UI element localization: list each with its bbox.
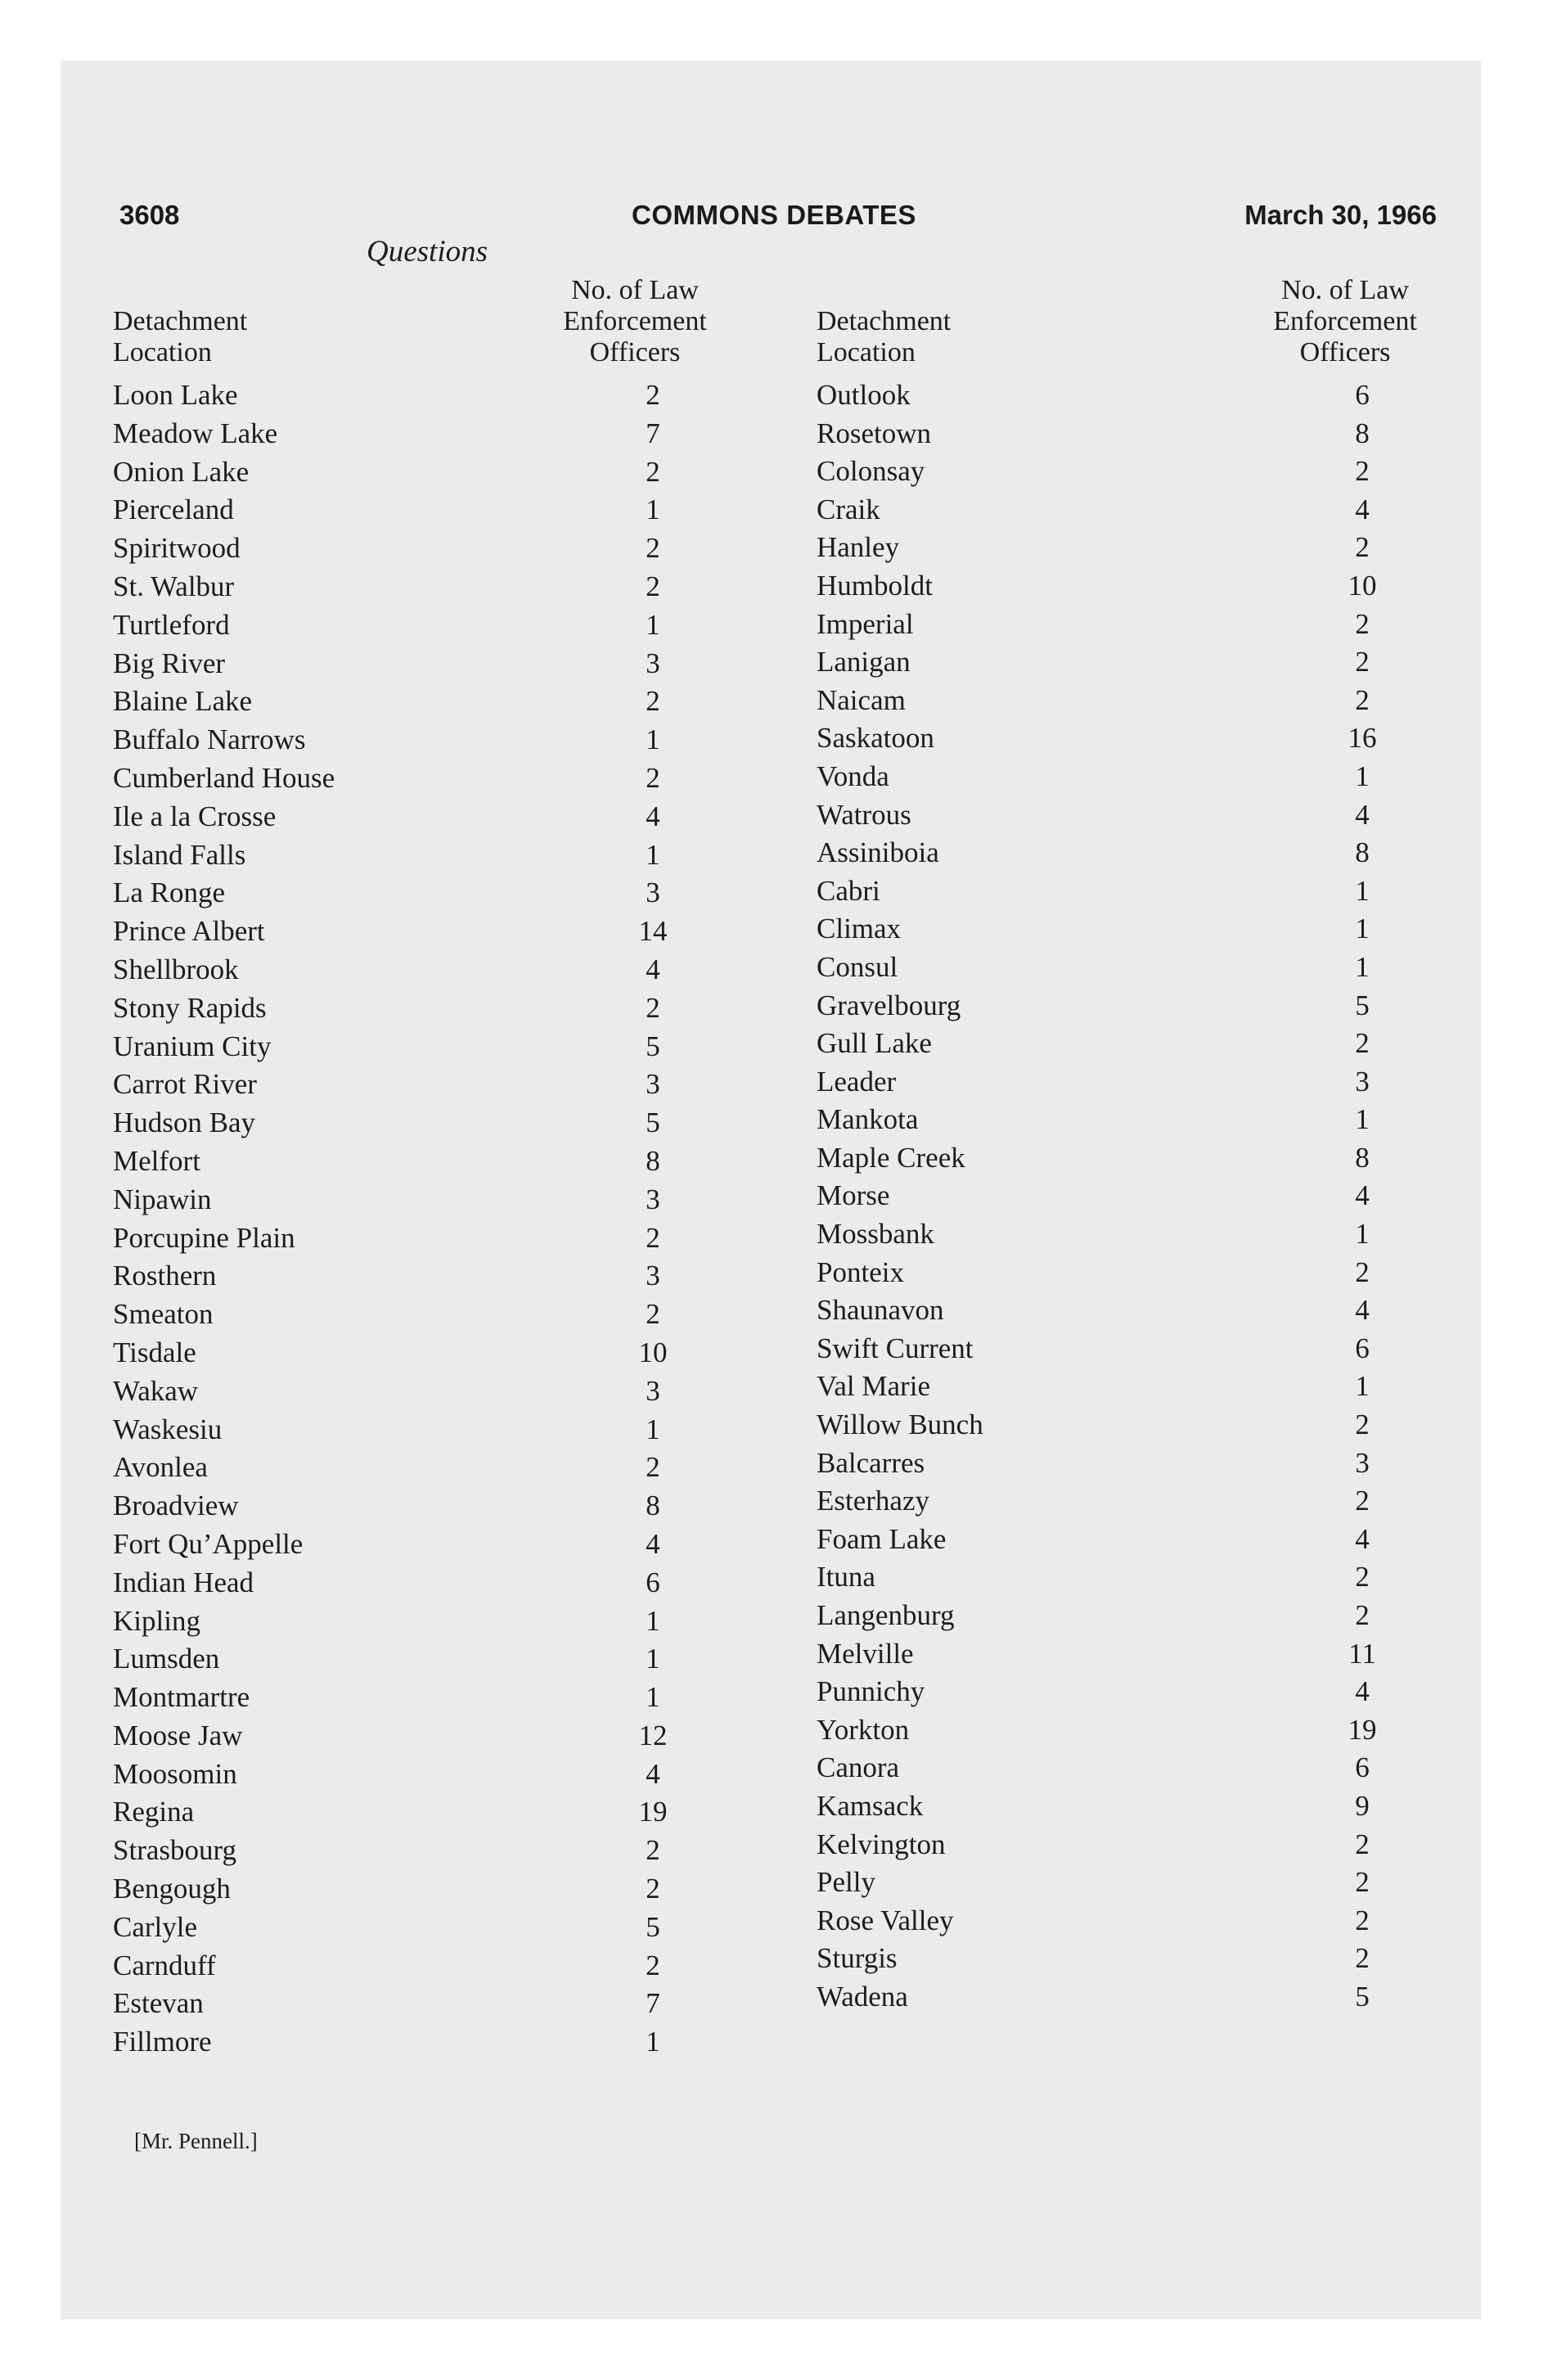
detachment-location: Ituna	[817, 1561, 875, 1593]
table-row	[113, 1640, 735, 1679]
table-row	[817, 872, 1443, 911]
table-row	[113, 1870, 735, 1909]
detachment-location: Sturgis	[817, 1942, 898, 1975]
table-row	[113, 1793, 735, 1832]
officer-count: 8	[1355, 417, 1370, 449]
detachment-location: Waskesiu	[113, 1413, 223, 1445]
table-row	[817, 719, 1443, 758]
detachment-location: Hanley	[817, 531, 900, 564]
officer-count: 7	[646, 417, 660, 449]
table-row	[113, 1257, 735, 1296]
page-number: 3608	[119, 200, 180, 230]
detachment-location: Carnduff	[113, 1949, 216, 1981]
officer-count: 3	[1355, 1065, 1370, 1098]
officer-count: 3	[646, 1260, 660, 1292]
table-row	[817, 415, 1443, 453]
officer-count: 1	[646, 1413, 660, 1445]
officer-count: 4	[1355, 1675, 1370, 1708]
officer-count: 1	[1355, 950, 1370, 983]
table-row	[817, 1482, 1443, 1521]
officer-count: 2	[1355, 1027, 1370, 1060]
header-location: Detachment Location	[113, 306, 248, 367]
detachment-location: Morse	[817, 1179, 890, 1212]
officer-count: 2	[646, 1873, 660, 1905]
detachment-location: Indian Head	[113, 1566, 254, 1598]
detachment-location: Cabri	[817, 874, 880, 907]
detachment-location: Ponteix	[817, 1255, 904, 1288]
detachment-location: Porcupine Plain	[113, 1221, 295, 1254]
detachment-location: Turtleford	[113, 608, 230, 641]
table-row	[113, 645, 735, 683]
officer-count: 7	[646, 1987, 660, 2020]
detachment-location: Spiritwood	[113, 532, 241, 565]
detachment-location: Mossbank	[817, 1218, 934, 1251]
table-row	[817, 949, 1443, 987]
table-body	[113, 376, 735, 2062]
table-row	[113, 683, 735, 721]
officer-count: 2	[646, 1298, 660, 1331]
detachment-location: Regina	[113, 1796, 195, 1828]
table-row	[113, 1487, 735, 1526]
officer-count: 3	[646, 1183, 660, 1215]
detachment-location: Gull Lake	[817, 1027, 932, 1060]
officer-count: 4	[1355, 1294, 1370, 1327]
detachment-location: Blaine Lake	[113, 685, 253, 718]
officer-count: 8	[1355, 836, 1370, 869]
detachment-location: Mankota	[817, 1103, 919, 1136]
table-row	[113, 874, 735, 913]
table-row	[113, 1717, 735, 1756]
table-row	[113, 1143, 735, 1181]
detachment-location: Estevan	[113, 1987, 204, 2020]
detachment-location: Big River	[113, 647, 226, 679]
table-row	[113, 1679, 735, 1717]
table-row	[113, 606, 735, 645]
table-row	[113, 1334, 735, 1373]
officer-count: 8	[646, 1144, 660, 1177]
officer-count: 6	[1355, 1332, 1370, 1364]
table-row	[817, 1291, 1443, 1330]
detachment-location: Rose Valley	[817, 1904, 954, 1936]
table-row	[817, 1826, 1443, 1864]
officer-count: 4	[1355, 1522, 1370, 1555]
detachment-location: Meadow Lake	[113, 417, 278, 449]
detachment-location: Val Marie	[817, 1370, 930, 1403]
officer-count: 1	[646, 838, 660, 871]
detachment-location: Yorkton	[817, 1713, 910, 1746]
officer-count: 2	[646, 455, 660, 488]
officer-count: 2	[1355, 683, 1370, 716]
officer-count: 1	[646, 2026, 660, 2058]
table-row	[817, 1330, 1443, 1368]
detachment-location: Lumsden	[113, 1643, 220, 1675]
officer-count: 3	[1355, 1446, 1370, 1479]
detachment-location: Naicam	[817, 683, 906, 716]
table-row	[817, 1025, 1443, 1063]
detachment-location: Strasbourg	[113, 1834, 237, 1867]
officer-count: 2	[1355, 1599, 1370, 1631]
detachment-location: Hudson Bay	[113, 1107, 256, 1139]
officer-count: 4	[646, 1527, 660, 1560]
header-officers: No. of Law Enforcement Officers	[1273, 275, 1417, 367]
table-row	[113, 798, 735, 836]
officer-count: 2	[1355, 1409, 1370, 1441]
detachment-location: Onion Lake	[113, 455, 250, 488]
table-row	[817, 987, 1443, 1025]
officer-count: 19	[1348, 1713, 1377, 1746]
table-row	[113, 1985, 735, 2023]
table-right	[817, 273, 1443, 2017]
table-row	[113, 1564, 735, 1602]
table-row	[113, 1219, 735, 1258]
table-row	[817, 1597, 1443, 1635]
table-row	[113, 2023, 735, 2062]
table-row	[113, 760, 735, 798]
officer-count: 2	[646, 570, 660, 602]
officer-count: 2	[1355, 607, 1370, 640]
detachment-location: Willow Bunch	[817, 1409, 983, 1441]
table-row	[113, 1373, 735, 1411]
table-row	[817, 1787, 1443, 1826]
table-row	[817, 1940, 1443, 1978]
officer-count: 1	[646, 1604, 660, 1637]
detachment-location: Maple Creek	[817, 1141, 965, 1174]
table-row	[113, 491, 735, 530]
detachment-location: Gravelbourg	[817, 989, 961, 1021]
officer-count: 2	[646, 991, 660, 1024]
table-row	[817, 376, 1443, 415]
detachment-location: Cumberland House	[113, 761, 335, 794]
officer-count: 3	[646, 877, 660, 909]
officer-count: 1	[1355, 1218, 1370, 1251]
table-row	[113, 989, 735, 1028]
detachment-location: Colonsay	[817, 455, 925, 488]
officer-count: 10	[638, 1336, 668, 1368]
detachment-location: Stony Rapids	[113, 991, 267, 1024]
officer-count: 4	[1355, 798, 1370, 831]
detachment-location: Broadview	[113, 1490, 239, 1522]
detachment-location: Climax	[817, 913, 902, 945]
officer-count: 2	[1355, 455, 1370, 488]
detachment-location: Shaunavon	[817, 1294, 944, 1327]
table-row	[113, 1296, 735, 1334]
officer-count: 4	[1355, 1179, 1370, 1212]
officer-count: 2	[1355, 531, 1370, 564]
detachment-location: Langenburg	[817, 1599, 955, 1631]
detachment-location: Fort Qu’Appelle	[113, 1527, 304, 1560]
detachment-location: Nipawin	[113, 1183, 212, 1215]
officer-count: 4	[1355, 493, 1370, 525]
detachment-location: Rosetown	[817, 417, 931, 449]
detachment-location: Fillmore	[113, 2026, 212, 2058]
detachment-location: Craik	[817, 493, 880, 525]
officer-count: 2	[1355, 1561, 1370, 1593]
detachment-location: Wadena	[817, 1980, 908, 2013]
table-left	[113, 273, 735, 2062]
detachment-location: Pelly	[817, 1866, 875, 1899]
table-row	[817, 1864, 1443, 1902]
table-row	[113, 913, 735, 951]
page-header	[0, 200, 1548, 236]
table-row	[817, 1558, 1443, 1597]
table-row	[817, 910, 1443, 949]
table-row	[817, 1673, 1443, 1711]
officer-count: 2	[646, 1221, 660, 1254]
detachment-location: Carrot River	[113, 1068, 257, 1101]
officer-count: 5	[646, 1910, 660, 1943]
table-row	[817, 682, 1443, 720]
table-header	[817, 273, 1443, 376]
officer-count: 8	[1355, 1141, 1370, 1174]
detachment-location: Balcarres	[817, 1446, 925, 1479]
officer-count: 1	[1355, 874, 1370, 907]
officer-count: 6	[1355, 1751, 1370, 1784]
table-row	[817, 1406, 1443, 1445]
detachment-location: Melville	[817, 1637, 914, 1670]
table-row	[817, 834, 1443, 872]
detachment-location: Shellbrook	[113, 953, 239, 985]
officer-count: 4	[646, 953, 660, 985]
header-location: Detachment Location	[817, 306, 952, 367]
table-row	[817, 1254, 1443, 1292]
officer-count: 2	[646, 685, 660, 718]
detachment-location: Kelvington	[817, 1828, 946, 1860]
table-row	[113, 1449, 735, 1487]
detachment-location: Island Falls	[113, 838, 246, 871]
officer-count: 5	[646, 1030, 660, 1062]
officer-count: 1	[646, 494, 660, 526]
table-row	[817, 1978, 1443, 2017]
detachment-location: Ile a la Crosse	[113, 800, 277, 832]
officer-count: 12	[638, 1719, 668, 1751]
detachment-location: Pierceland	[113, 494, 234, 526]
table-row	[817, 1711, 1443, 1750]
table-row	[817, 1139, 1443, 1178]
table-row	[817, 1101, 1443, 1139]
table-row	[113, 1411, 735, 1449]
table-row	[113, 1066, 735, 1104]
officer-count: 11	[1348, 1637, 1376, 1670]
detachment-location: Punnichy	[817, 1675, 925, 1708]
table-row	[113, 836, 735, 875]
detachment-location: Consul	[817, 950, 898, 983]
officer-count: 1	[1355, 1370, 1370, 1403]
table-row	[817, 796, 1443, 835]
table-row	[817, 1749, 1443, 1787]
table-row	[817, 567, 1443, 606]
table-row	[817, 1445, 1443, 1483]
detachment-location: Uranium City	[113, 1030, 272, 1062]
table-row	[817, 1063, 1443, 1102]
detachment-location: Montmartre	[113, 1681, 250, 1714]
table-row	[817, 529, 1443, 567]
officer-count: 4	[646, 800, 660, 832]
detachment-location: Carlyle	[113, 1910, 198, 1943]
detachment-location: Swift Current	[817, 1332, 974, 1364]
detachment-location: Kipling	[113, 1604, 200, 1637]
officer-count: 1	[646, 608, 660, 641]
detachment-location: Assiniboia	[817, 836, 939, 869]
table-row	[817, 1215, 1443, 1254]
officer-count: 9	[1355, 1789, 1370, 1822]
officer-count: 1	[646, 1643, 660, 1675]
officer-count: 6	[646, 1566, 660, 1598]
detachment-location: Kamsack	[817, 1789, 924, 1822]
table-row	[113, 568, 735, 606]
officer-count: 1	[1355, 760, 1370, 792]
table-row	[113, 1947, 735, 1986]
speaker-footer: [Mr. Pennell.]	[134, 2129, 258, 2153]
officer-count: 1	[1355, 1103, 1370, 1136]
detachment-location: La Ronge	[113, 877, 226, 909]
table-row	[113, 530, 735, 568]
officer-count: 4	[646, 1757, 660, 1790]
table-row	[817, 606, 1443, 644]
officer-count: 2	[646, 1834, 660, 1867]
officer-count: 2	[646, 761, 660, 794]
table-row	[817, 1635, 1443, 1674]
table-row	[113, 415, 735, 453]
officer-count: 2	[1355, 1485, 1370, 1517]
table-row	[817, 643, 1443, 682]
officer-count: 2	[1355, 1828, 1370, 1860]
table-row	[113, 1832, 735, 1870]
officer-count: 1	[646, 1681, 660, 1714]
officer-count: 6	[1355, 379, 1370, 411]
officer-count: 8	[646, 1490, 660, 1522]
officer-count: 2	[1355, 1904, 1370, 1936]
detachment-location: Buffalo Narrows	[113, 723, 306, 756]
detachment-location: Prince Albert	[113, 915, 265, 948]
officer-count: 2	[646, 532, 660, 565]
table-row	[113, 1602, 735, 1641]
header-officers: No. of Law Enforcement Officers	[563, 275, 707, 367]
table-row	[113, 721, 735, 760]
officer-count: 2	[646, 1451, 660, 1484]
officer-count: 2	[646, 1949, 660, 1981]
detachment-location: Saskatoon	[817, 722, 934, 755]
table-row	[817, 1177, 1443, 1215]
officer-count: 2	[1355, 1255, 1370, 1288]
detachment-location: Moose Jaw	[113, 1719, 243, 1751]
table-row	[817, 491, 1443, 530]
detachment-location: Loon Lake	[113, 379, 238, 411]
table-header	[113, 273, 735, 376]
table-row	[817, 1902, 1443, 1941]
detachment-location: Foam Lake	[817, 1522, 947, 1555]
table-row	[113, 951, 735, 989]
table-row	[113, 1909, 735, 1947]
detachment-location: St. Walbur	[113, 570, 235, 602]
table-row	[113, 453, 735, 492]
section-label: Questions	[367, 235, 488, 268]
table-row	[113, 1104, 735, 1143]
table-row	[113, 1756, 735, 1794]
detachment-location: Melfort	[113, 1144, 200, 1177]
officer-count: 2	[1355, 1866, 1370, 1899]
officer-count: 5	[1355, 989, 1370, 1021]
detachment-location: Canora	[817, 1751, 900, 1784]
detachment-location: Avonlea	[113, 1451, 208, 1484]
table-row	[113, 376, 735, 415]
detachment-location: Outlook	[817, 379, 911, 411]
detachment-location: Leader	[817, 1065, 897, 1098]
officer-count: 3	[646, 647, 660, 679]
officer-count: 5	[646, 1107, 660, 1139]
officer-count: 16	[1348, 722, 1377, 755]
officer-count: 1	[1355, 913, 1370, 945]
detachment-location: Bengough	[113, 1873, 231, 1905]
detachment-location: Rosthern	[113, 1260, 217, 1292]
officer-count: 14	[638, 915, 668, 948]
officer-count: 3	[646, 1068, 660, 1101]
detachment-location: Tisdale	[113, 1336, 196, 1368]
publication-title: COMMONS DEBATES	[632, 200, 916, 230]
officer-count: 1	[646, 723, 660, 756]
detachment-location: Lanigan	[817, 646, 911, 678]
table-body	[817, 376, 1443, 2017]
detachment-location: Watrous	[817, 798, 911, 831]
detachment-location: Esterhazy	[817, 1485, 929, 1517]
table-row	[817, 1368, 1443, 1406]
publication-date: March 30, 1966	[1244, 200, 1437, 230]
officer-count: 2	[646, 379, 660, 411]
table-row	[817, 1521, 1443, 1559]
officer-count: 5	[1355, 1980, 1370, 2013]
officer-count: 19	[638, 1796, 668, 1828]
table-row	[113, 1181, 735, 1219]
officer-count: 2	[1355, 1942, 1370, 1975]
officer-count: 10	[1348, 569, 1377, 602]
officer-count: 2	[1355, 646, 1370, 678]
table-row	[113, 1526, 735, 1564]
detachment-location: Wakaw	[113, 1374, 199, 1407]
officer-count: 3	[646, 1374, 660, 1407]
detachment-location: Moosomin	[113, 1757, 237, 1790]
detachment-location: Humboldt	[817, 569, 933, 602]
detachment-location: Smeaton	[113, 1298, 214, 1331]
table-row	[817, 758, 1443, 796]
table-row	[817, 453, 1443, 491]
detachment-location: Vonda	[817, 760, 889, 792]
table-row	[113, 1028, 735, 1066]
detachment-location: Imperial	[817, 607, 914, 640]
